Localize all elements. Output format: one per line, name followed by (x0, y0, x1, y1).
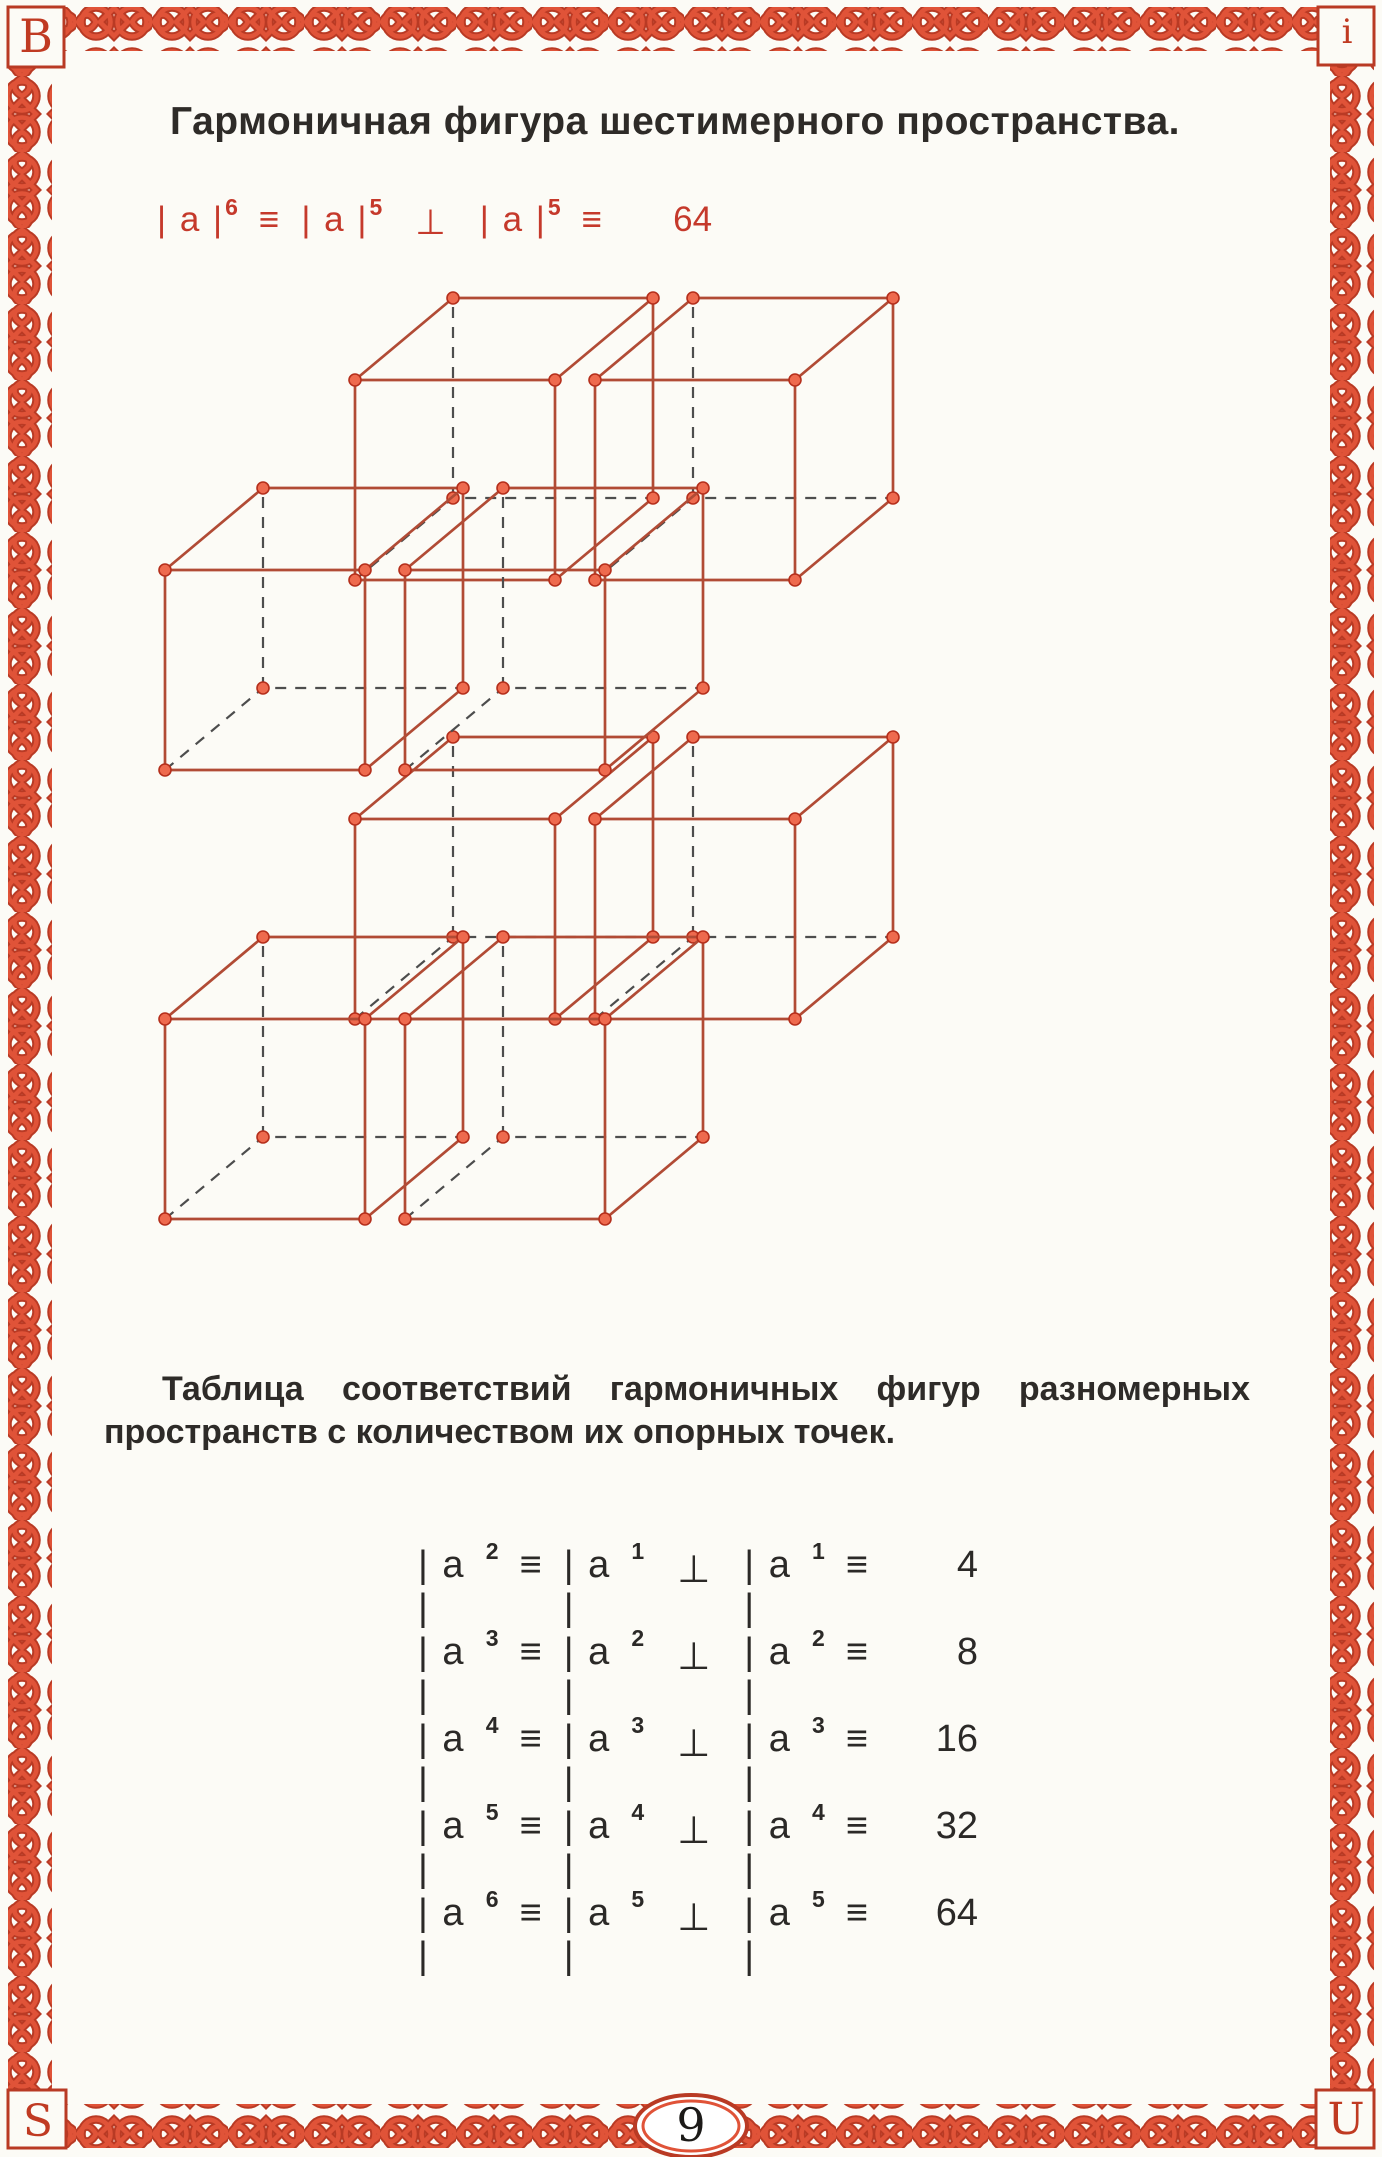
exponent: 3 (812, 1712, 825, 1738)
exponent: 2 (812, 1625, 825, 1651)
vertex-dot (349, 813, 361, 825)
point-count-value: 64 (935, 1892, 978, 1934)
vertex-dot (257, 682, 269, 694)
perpendicular-symbol: ⊥ (677, 1636, 711, 1678)
exponent: 4 (631, 1799, 645, 1825)
vertex-dot (497, 1131, 509, 1143)
formula-row (418, 1886, 978, 1979)
page-title: Гармоничная фигура шестимерного пространства. (169, 100, 1181, 143)
cube (159, 931, 469, 1225)
vertex-dot (359, 564, 371, 576)
abs-a: | a | (563, 1718, 612, 1803)
vertex-dot (159, 764, 171, 776)
exponent: 6 (225, 194, 238, 220)
abs-a: | a | (418, 1805, 466, 1890)
abs-a: | a | (479, 200, 547, 239)
vertex-dot (887, 731, 899, 743)
abs-a: | a | (563, 1805, 612, 1890)
exponent: 3 (631, 1712, 645, 1738)
vertex-dot (599, 1013, 611, 1025)
exponent: 3 (485, 1625, 499, 1651)
vertex-dot (697, 482, 709, 494)
abs-a: | a | (744, 1892, 792, 1977)
point-count-value: 4 (956, 1544, 978, 1586)
vertex-dot (497, 482, 509, 494)
vertex-dot (159, 1213, 171, 1225)
vertex-dot (359, 764, 371, 776)
vertex-dot (789, 374, 801, 386)
abs-a: | a | (418, 1718, 466, 1803)
vertex-dot (789, 1013, 801, 1025)
exponent: 1 (812, 1538, 825, 1564)
vertex-dot (457, 931, 469, 943)
exponent: 1 (631, 1538, 645, 1564)
abs-a: | a | (744, 1718, 792, 1803)
vertex-dot (589, 574, 601, 586)
equiv-symbol: ≡ (845, 1544, 868, 1586)
abs-a: | a | (563, 1631, 612, 1716)
vertex-dot (359, 1213, 371, 1225)
abs-a: | a | (563, 1892, 612, 1977)
vertex-dot (257, 931, 269, 943)
correspondence-table (418, 1538, 978, 1979)
vertex-dot (697, 682, 709, 694)
abs-a: | a | (563, 1544, 612, 1629)
formula-row (418, 1538, 978, 1631)
abs-a: | a | (418, 1544, 466, 1629)
perpendicular-symbol: ⊥ (677, 1549, 711, 1591)
equiv-symbol: ≡ (519, 1718, 542, 1760)
table-caption (104, 1368, 1250, 1454)
exponent: 2 (631, 1625, 645, 1651)
page-number: 9 (676, 2098, 706, 2152)
perpendicular-symbol: ⊥ (677, 1897, 711, 1939)
vertex-dot (549, 813, 561, 825)
vertex-dot (349, 374, 361, 386)
exponent: 5 (812, 1886, 825, 1912)
exponent: 5 (631, 1886, 645, 1912)
cube (589, 731, 899, 1025)
vertex-dot (399, 564, 411, 576)
perpendicular-symbol: ⊥ (677, 1810, 711, 1852)
corner-letter-bottom-right: U (1327, 2094, 1365, 2145)
formula-row (418, 1625, 978, 1718)
equiv-symbol: ≡ (581, 200, 603, 239)
vertex-dot (599, 764, 611, 776)
abs-a: | a | (301, 200, 369, 239)
vertex-dot (687, 292, 699, 304)
vertex-dot (887, 931, 899, 943)
cube (159, 482, 469, 776)
table-caption-line2: пространств с количеством их опорных точек. (104, 1413, 896, 1451)
vertex-dot (447, 731, 459, 743)
vertex-dot (589, 374, 601, 386)
perpendicular-symbol: ⊥ (677, 1723, 711, 1765)
vertex-dot (887, 492, 899, 504)
perpendicular-symbol: ⊥ (415, 203, 446, 242)
exponent: 2 (485, 1538, 499, 1564)
point-count-value: 64 (673, 200, 713, 239)
exponent: 4 (485, 1712, 499, 1738)
corner-letter-bottom-left: S (22, 2096, 54, 2147)
point-count-value: 8 (956, 1631, 978, 1673)
vertex-dot (257, 1131, 269, 1143)
abs-a: | a | (418, 1892, 466, 1977)
vertex-dot (399, 1013, 411, 1025)
equiv-symbol: ≡ (519, 1544, 542, 1586)
exponent: 4 (812, 1799, 825, 1825)
vertex-dot (497, 931, 509, 943)
vertex-dot (789, 813, 801, 825)
vertex-dot (549, 574, 561, 586)
vertex-dot (349, 574, 361, 586)
vertex-dot (647, 492, 659, 504)
equiv-symbol: ≡ (519, 1892, 542, 1934)
vertex-dot (457, 482, 469, 494)
equiv-symbol: ≡ (845, 1892, 868, 1934)
vertex-dot (497, 682, 509, 694)
vertex-dot (447, 292, 459, 304)
point-count-value: 32 (935, 1805, 978, 1847)
vertex-dot (697, 931, 709, 943)
vertex-dot (457, 682, 469, 694)
vertex-dot (159, 564, 171, 576)
point-count-value: 16 (935, 1718, 978, 1760)
corner-letter-top-right: i (1341, 12, 1353, 52)
equiv-symbol: ≡ (258, 200, 280, 239)
equiv-symbol: ≡ (845, 1718, 868, 1760)
exponent: 5 (547, 194, 561, 220)
corner-letter-top-left: B (19, 9, 53, 63)
exponent: 6 (485, 1886, 499, 1912)
abs-a: | a | (744, 1544, 792, 1629)
abs-a: | a | (744, 1805, 792, 1890)
vertex-dot (257, 482, 269, 494)
abs-a: | a | (744, 1631, 792, 1716)
abs-a: | a | (157, 200, 225, 239)
vertex-dot (599, 1213, 611, 1225)
exponent: 5 (369, 194, 383, 220)
exponent: 5 (485, 1799, 499, 1825)
vertex-dot (457, 1131, 469, 1143)
equiv-symbol: ≡ (519, 1805, 542, 1847)
table-caption-line1: Таблица соответствий гармоничных фигур разномерных (162, 1370, 1250, 1408)
abs-a: | a | (418, 1631, 466, 1716)
vertex-dot (887, 292, 899, 304)
equiv-symbol: ≡ (845, 1631, 868, 1673)
vertex-dot (599, 564, 611, 576)
vertex-dot (589, 813, 601, 825)
vertex-dot (549, 374, 561, 386)
vertex-dot (687, 731, 699, 743)
formula-row (418, 1712, 978, 1805)
formula-row (418, 1799, 978, 1892)
cube (589, 292, 899, 586)
equiv-symbol: ≡ (845, 1805, 868, 1847)
vertex-dot (697, 1131, 709, 1143)
equiv-symbol: ≡ (519, 1631, 542, 1673)
vertex-dot (647, 292, 659, 304)
vertex-dot (159, 1013, 171, 1025)
cube (349, 731, 659, 1025)
vertex-dot (399, 1213, 411, 1225)
vertex-dot (359, 1013, 371, 1025)
vertex-dot (789, 574, 801, 586)
vertex-dot (399, 764, 411, 776)
